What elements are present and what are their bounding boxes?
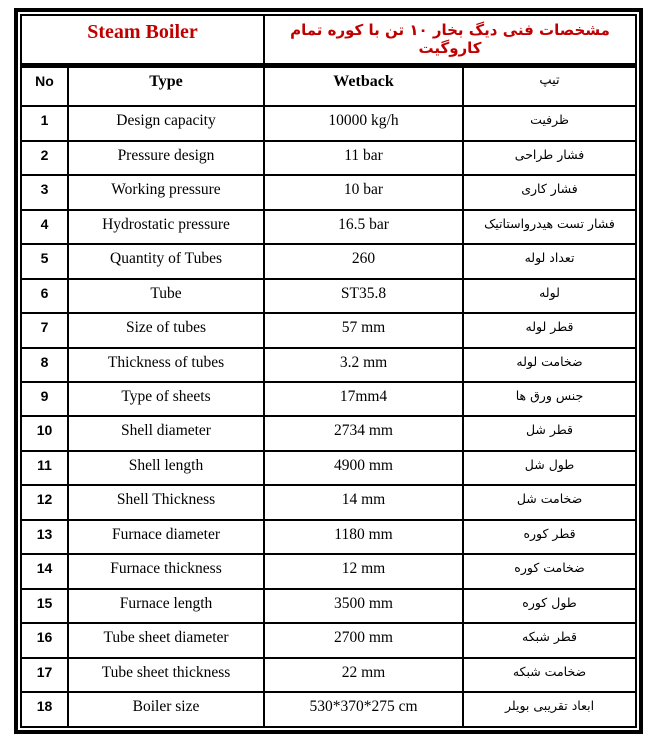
row-number-cell: 6 [21, 279, 68, 313]
table-row [21, 485, 636, 519]
table-row [21, 175, 636, 209]
table-row [21, 348, 636, 382]
column-header-wetback: Wetback [264, 66, 463, 107]
table-header-row [21, 66, 636, 107]
row-value-cell: 17mm4 [264, 382, 463, 416]
row-farsi-label-cell: ظرفیت [463, 106, 636, 140]
row-value-cell: 4900 mm [264, 451, 463, 485]
row-type-cell: Furnace length [68, 589, 264, 623]
row-farsi-label-cell: قطر لوله [463, 313, 636, 347]
row-number-cell: 7 [21, 313, 68, 347]
row-value-cell: 260 [264, 244, 463, 278]
row-value-cell: 57 mm [264, 313, 463, 347]
row-farsi-label-cell: ابعاد تقریبی بویلر [463, 692, 636, 727]
row-value-cell: ST35.8 [264, 279, 463, 313]
row-type-cell: Size of tubes [68, 313, 264, 347]
row-value-cell: 11 bar [264, 141, 463, 175]
row-type-cell: Boiler size [68, 692, 264, 727]
column-header-type: Type [68, 66, 264, 107]
row-number-cell: 5 [21, 244, 68, 278]
row-type-cell: Quantity of Tubes [68, 244, 264, 278]
table-row [21, 210, 636, 244]
row-number-cell: 2 [21, 141, 68, 175]
row-farsi-label-cell: ضخامت شبکه [463, 658, 636, 692]
table-row [21, 244, 636, 278]
row-value-cell: 22 mm [264, 658, 463, 692]
table-title-farsi: مشخصات فنی دیگ بخار ۱۰ تن با کوره تمام کاروگیت [264, 15, 636, 66]
table-row [21, 141, 636, 175]
row-farsi-label-cell: قطر شل [463, 416, 636, 450]
row-number-cell: 15 [21, 589, 68, 623]
row-farsi-label-cell: فشار تست هیدرواستاتیک [463, 210, 636, 244]
row-value-cell: 2734 mm [264, 416, 463, 450]
row-number-cell: 14 [21, 554, 68, 588]
row-type-cell: Tube sheet diameter [68, 623, 264, 657]
spec-table-body [21, 15, 636, 727]
row-type-cell: Design capacity [68, 106, 264, 140]
row-number-cell: 10 [21, 416, 68, 450]
row-farsi-label-cell: ضخامت کوره [463, 554, 636, 588]
row-type-cell: Working pressure [68, 175, 264, 209]
row-farsi-label-cell: تعداد لوله [463, 244, 636, 278]
row-type-cell: Furnace diameter [68, 520, 264, 554]
row-number-cell: 17 [21, 658, 68, 692]
row-type-cell: Shell length [68, 451, 264, 485]
row-type-cell: Tube sheet thickness [68, 658, 264, 692]
table-title-row [21, 15, 636, 66]
row-number-cell: 9 [21, 382, 68, 416]
table-row [21, 451, 636, 485]
row-type-cell: Thickness of tubes [68, 348, 264, 382]
row-type-cell: Tube [68, 279, 264, 313]
table-row [21, 554, 636, 588]
row-type-cell: Shell Thickness [68, 485, 264, 519]
row-value-cell: 2700 mm [264, 623, 463, 657]
row-farsi-label-cell: ضخامت شل [463, 485, 636, 519]
table-row [21, 623, 636, 657]
table-row [21, 658, 636, 692]
row-farsi-label-cell: قطر کوره [463, 520, 636, 554]
row-number-cell: 12 [21, 485, 68, 519]
table-row [21, 520, 636, 554]
column-header-no: No [21, 66, 68, 107]
row-value-cell: 530*370*275 cm [264, 692, 463, 727]
row-type-cell: Hydrostatic pressure [68, 210, 264, 244]
row-farsi-label-cell: جنس ورق ها [463, 382, 636, 416]
row-number-cell: 16 [21, 623, 68, 657]
table-row [21, 313, 636, 347]
row-number-cell: 18 [21, 692, 68, 727]
table-row [21, 692, 636, 727]
table-row [21, 589, 636, 623]
row-number-cell: 3 [21, 175, 68, 209]
row-type-cell: Furnace thickness [68, 554, 264, 588]
row-number-cell: 11 [21, 451, 68, 485]
row-value-cell: 12 mm [264, 554, 463, 588]
row-value-cell: 14 mm [264, 485, 463, 519]
row-farsi-label-cell: قطر شبکه [463, 623, 636, 657]
boiler-spec-table [20, 14, 637, 728]
table-row [21, 279, 636, 313]
row-farsi-label-cell: فشار کاری [463, 175, 636, 209]
row-value-cell: 1180 mm [264, 520, 463, 554]
boiler-spec-table-frame [14, 8, 643, 734]
table-title-english: Steam Boiler [21, 15, 264, 66]
row-farsi-label-cell: ضخامت لوله [463, 348, 636, 382]
row-type-cell: Pressure design [68, 141, 264, 175]
row-number-cell: 8 [21, 348, 68, 382]
row-value-cell: 10000 kg/h [264, 106, 463, 140]
row-farsi-label-cell: طول کوره [463, 589, 636, 623]
row-value-cell: 16.5 bar [264, 210, 463, 244]
row-type-cell: Type of sheets [68, 382, 264, 416]
row-number-cell: 1 [21, 106, 68, 140]
row-value-cell: 3.2 mm [264, 348, 463, 382]
column-header-tip-farsi: تیپ [463, 66, 636, 107]
table-row [21, 416, 636, 450]
row-farsi-label-cell: طول شل [463, 451, 636, 485]
row-value-cell: 10 bar [264, 175, 463, 209]
row-number-cell: 4 [21, 210, 68, 244]
table-row [21, 382, 636, 416]
row-farsi-label-cell: فشار طراحی [463, 141, 636, 175]
row-type-cell: Shell diameter [68, 416, 264, 450]
row-farsi-label-cell: لوله [463, 279, 636, 313]
table-row [21, 106, 636, 140]
row-number-cell: 13 [21, 520, 68, 554]
row-value-cell: 3500 mm [264, 589, 463, 623]
